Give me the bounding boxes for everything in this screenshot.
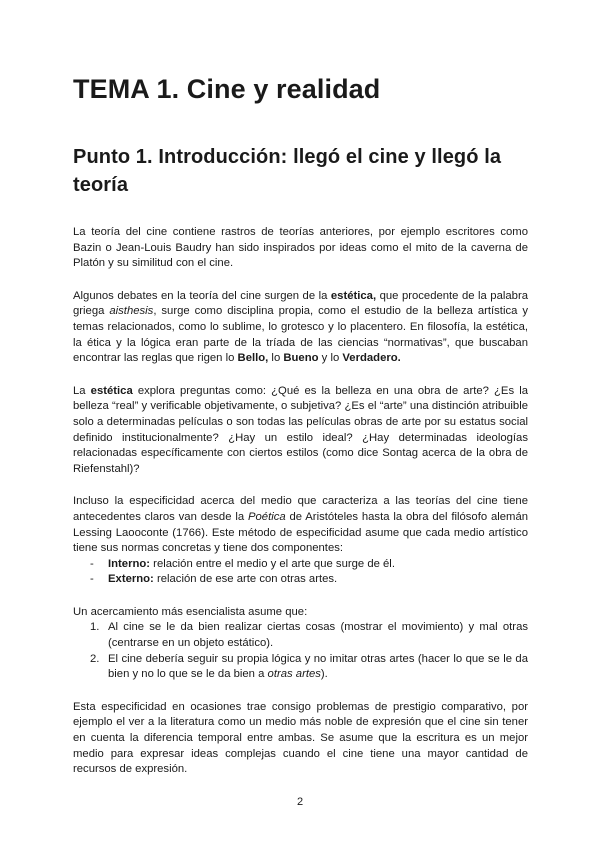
paragraph-aesthetics: Algunos debates en la teoría del cine surgen de la estética, que procedente de la palabra griega aisthesis, surge como disciplina propia, como el estudio de la belleza artística y temas relacionados, como lo sublime, lo grotesco y lo placentero. En filosofía, la estética, la ética y la lógica eran parte de la tríada de las ciencias “normativas”, que buscaban encontrar las reglas que rigen lo Bello, lo Bueno y lo Verdadero. [73,289,528,365]
page-number: 2 [296,796,304,808]
paragraph-medium-specificity: Incluso la especificidad acerca del medio que caracteriza a las teorías del cine tiene antecedentes claros van desde la Poética de Aristóteles hasta la obra del filósofo alemán Lessing Laooconte (1766). Este método de especificidad asume que cada medio artístico tiene sus normas concretas y tiene dos componentes: [73,495,529,555]
list-item: 1. Al cine se le da bien realizar ciertas cosas (mostrar el movimiento) y mal otras (centrarse en un objeto estático). [90,621,528,650]
paragraph-intro: La teoría del cine contiene rastros de teorías anteriores, por ejemplo escritores como Bazin o Jean-Louis Baudry han sido inspirados por ideas como el mito de la caverna de Platón y su similitud con el cine. [73,226,528,270]
list-item: - Interno: relación entre el medio y el arte que surge de él. [90,557,395,570]
list-item: - Externo: relación de ese arte con otras artes. [90,573,338,586]
paragraph-essentialist: Un acercamiento más esencialista asume que: [73,605,308,618]
list-item: 2. El cine debería seguir su propia lógica y no imitar otras artes (hacer lo que se le da bien y no lo que se le da bien a otras artes). [90,652,528,681]
paragraph-aesthetics-questions: La estética explora preguntas como: ¿Qué es la belleza en una obra de arte? ¿Es la belleza “real” y verificable objetivamente, o subjetiva? ¿Es el “arte” una distinción atribuible solo a determinadas películas o son todas las películas obras de arte por su estatus social definido institucionalmente? ¿Hay un estilo ideal? ¿Hay determinadas ideologías relacionadas específicamente con ciertos estilos (como dice Sontag acerca de la obra de Riefenstahl)? [73,384,528,475]
section-title: Punto 1. Introducción: llegó el cine y llegó la teoría [73,146,502,196]
paragraph-prestige: Esta especificidad en ocasiones trae consigo problemas de prestigio comparativo, por ejemplo el ver a la literatura como un medio más noble de expresión que el cine sin tener en cuenta la diferencia temporal entre ambas. Se asume que la escritura es un mejor medio para expresar ideas complejas cuando el cine tiene una mayor cantidad de recursos de expresión. [73,700,528,776]
document-title: TEMA 1. Cine y realidad [73,74,381,104]
components-list [73,557,528,588]
assumptions-list [73,620,528,682]
